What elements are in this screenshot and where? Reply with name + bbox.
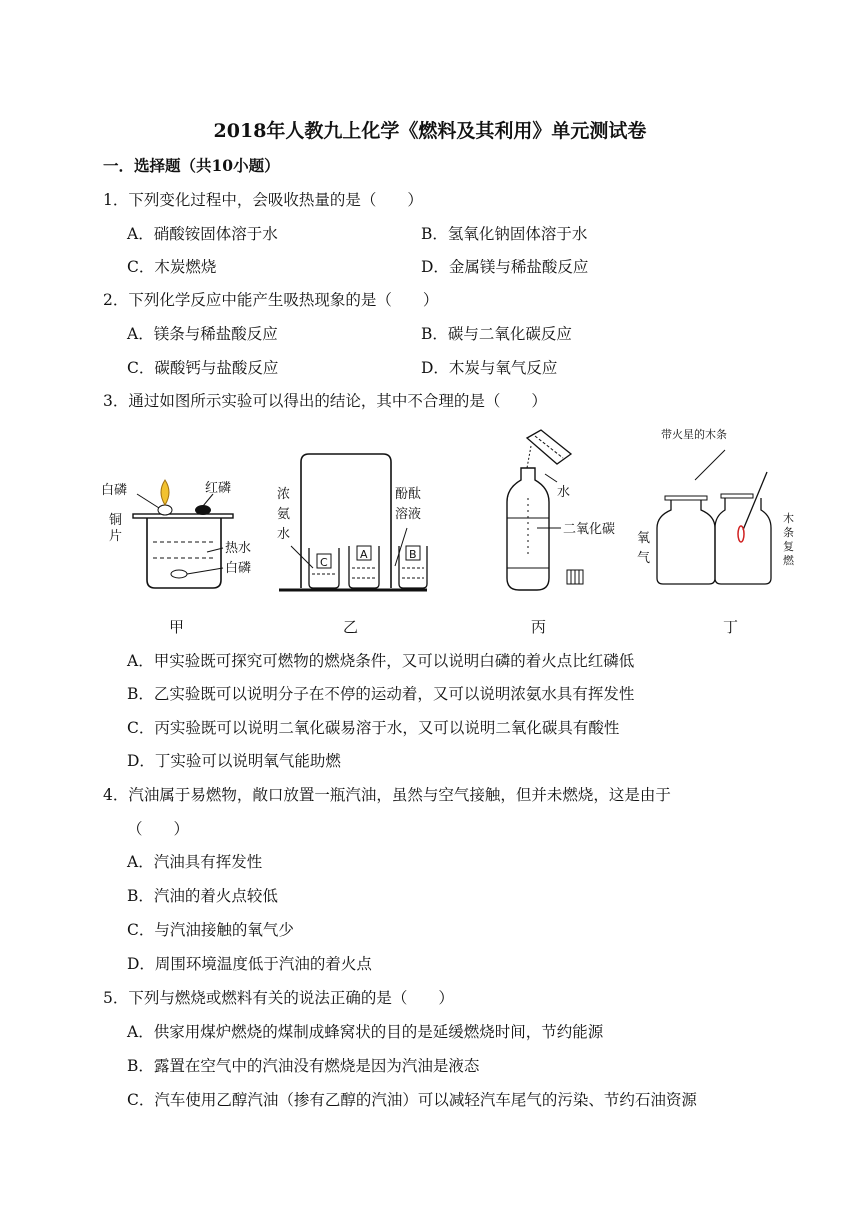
q4-stem: 4．汽油属于易燃物，敞口放置一瓶汽油，虽然与空气接触，但并未燃烧，这是由于 — [103, 786, 671, 804]
label-white-phosphorus: 白磷 — [101, 483, 128, 498]
label-stick: 带火星的木条 — [661, 428, 727, 441]
beaker-a-label: A — [360, 548, 368, 561]
experiment-bing — [507, 430, 615, 636]
label-phenol-1: 酚酞 — [395, 487, 422, 502]
q3-option-d: D．丁实验可以说明氧气能助燃 — [127, 752, 341, 770]
label-yi: 乙 — [343, 618, 359, 636]
label-copper-2: 片 — [109, 529, 123, 544]
q3-option-c: C．丙实验既可以说明二氧化碳易溶于水，又可以说明二氧化碳具有酸性 — [127, 719, 620, 737]
q3-option-a: A．甲实验既可探究可燃物的燃烧条件，又可以说明白磷的着火点比红磷低 — [127, 652, 635, 670]
label-red-phosphorus: 红磷 — [205, 481, 232, 496]
q3-option-b: B．乙实验既可以说明分子在不停的运动着，又可以说明浓氨水具有挥发性 — [127, 685, 635, 703]
q4-paren: （ ） — [127, 820, 190, 838]
label-bing: 丙 — [531, 618, 547, 636]
q4-option-b: B．汽油的着火点较低 — [127, 887, 278, 905]
q1-option-d: D．金属镁与稀盐酸反应 — [421, 258, 589, 276]
q2-option-a: A．镁条与稀盐酸反应 — [127, 325, 278, 343]
beaker-b-label: B — [409, 548, 417, 561]
label-ammonia-2: 氨 — [277, 507, 291, 522]
q1-option-b: B．氢氧化钠固体溶于水 — [421, 225, 588, 243]
experiment-ding — [637, 427, 795, 636]
label-ammonia-3: 水 — [277, 527, 291, 542]
q4-option-a: A．汽油具有挥发性 — [127, 853, 263, 871]
label-relight-1: 木 — [783, 512, 794, 525]
label-phenol-2: 溶液 — [395, 507, 422, 522]
q1-option-a: A．硝酸铵固体溶于水 — [127, 225, 278, 243]
label-jia: 甲 — [169, 618, 185, 636]
q3-stem: 3．通过如图所示实验可以得出的结论，其中不合理的是（ ） — [103, 392, 547, 410]
q2-stem: 2．下列化学反应中能产生吸热现象的是（ ） — [103, 291, 439, 309]
q2-option-b: B．碳与二氧化碳反应 — [421, 325, 572, 343]
q3-experiment-figure — [95, 418, 815, 643]
q4-option-c: C．与汽油接触的氧气少 — [127, 921, 294, 939]
page-title: 2018年人教九上化学《燃料及其利用》单元测试卷 — [213, 120, 647, 142]
label-relight-2: 条 — [783, 526, 794, 539]
q2-option-c: C．碳酸钙与盐酸反应 — [127, 359, 279, 377]
beaker-c-label: C — [320, 556, 328, 569]
label-water: 水 — [557, 485, 571, 500]
label-oxygen-2: 气 — [637, 551, 651, 566]
label-white-phosphorus-2: 白磷 — [225, 561, 252, 576]
q5-option-b: B．露置在空气中的汽油没有燃烧是因为汽油是液态 — [127, 1057, 480, 1075]
q4-option-d: D．周围环境温度低于汽油的着火点 — [127, 955, 372, 973]
q2-option-d: D．木炭与氧气反应 — [421, 359, 558, 377]
label-copper-1: 铜 — [109, 513, 123, 528]
q1-stem: 1．下列变化过程中，会吸收热量的是（ ） — [103, 191, 423, 209]
section-heading: 一．选择题（共10小题） — [103, 156, 280, 175]
q5-option-c: C．汽车使用乙醇汽油（掺有乙醇的汽油）可以减轻汽车尾气的污染、节约石油资源 — [127, 1091, 697, 1109]
q5-stem: 5．下列与燃烧或燃料有关的说法正确的是（ ） — [103, 989, 454, 1007]
label-ding: 丁 — [723, 618, 739, 636]
q5-option-a: A．供家用煤炉燃烧的煤制成蜂窝状的目的是延缓燃烧时间，节约能源 — [127, 1023, 604, 1041]
label-ammonia-1: 浓 — [277, 487, 291, 502]
label-relight-3: 复 — [783, 540, 794, 553]
label-relight-4: 燃 — [783, 554, 794, 567]
experiment-yi — [277, 454, 427, 636]
label-co2: 二氧化碳 — [563, 522, 616, 537]
experiment-jia — [101, 480, 251, 636]
label-hot-water: 热水 — [225, 541, 252, 556]
label-oxygen-1: 氧 — [637, 531, 651, 546]
q1-option-c: C．木炭燃烧 — [127, 258, 217, 276]
